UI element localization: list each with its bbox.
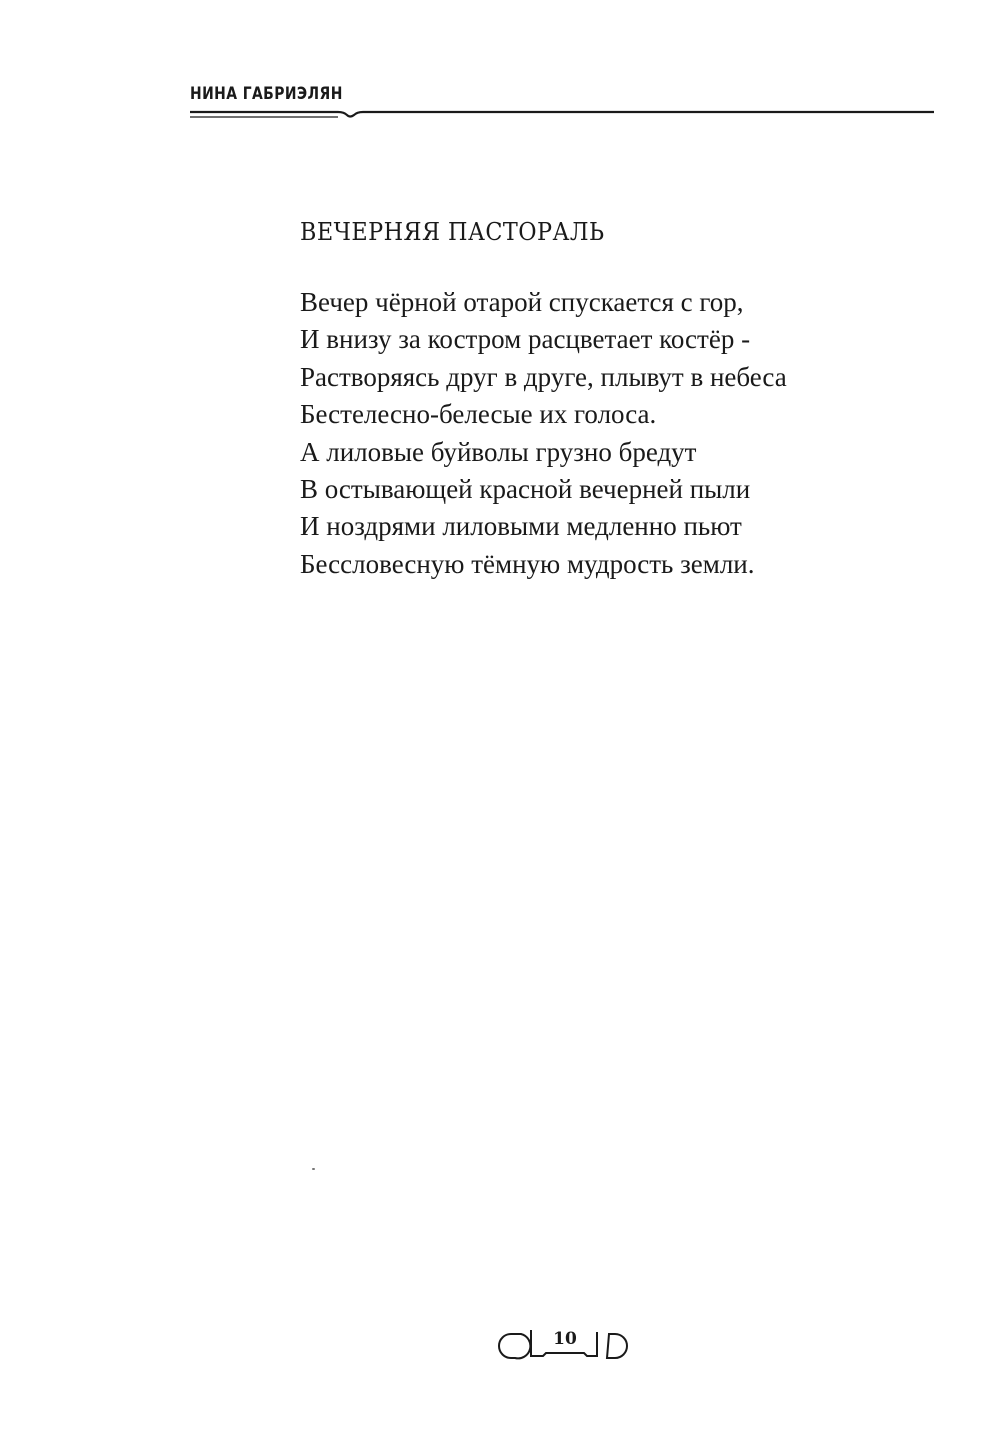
poem-line: Бессловесную тёмную мудрость земли.: [300, 548, 755, 579]
poem-line: Вечер чёрной отарой спускается с гор,: [300, 287, 744, 317]
poem-title: ВЕЧЕРНЯЯ ПАСТОРАЛЬ: [300, 218, 605, 246]
poem-line: А лиловые буйволы грузно бредут: [300, 436, 697, 467]
poem-line: Растворяясь друг в друге, плывут в небеса: [300, 361, 787, 392]
poem-line: В остывающей красной вечерней пыли: [300, 474, 751, 505]
poem-line: И внизу за костром расцветает костёр -: [300, 324, 751, 355]
poem-line: Бестелесно-белесые их голоса.: [300, 399, 657, 430]
running-head-author: НИНА ГАБРИЭЛЯН: [190, 84, 343, 104]
poem-line: И ноздрями лиловыми медленно пьют: [300, 511, 742, 542]
header-rule: [188, 106, 936, 120]
print-speck: [312, 1168, 315, 1170]
poem-body: [300, 284, 787, 583]
page-number: 10: [553, 1329, 577, 1349]
